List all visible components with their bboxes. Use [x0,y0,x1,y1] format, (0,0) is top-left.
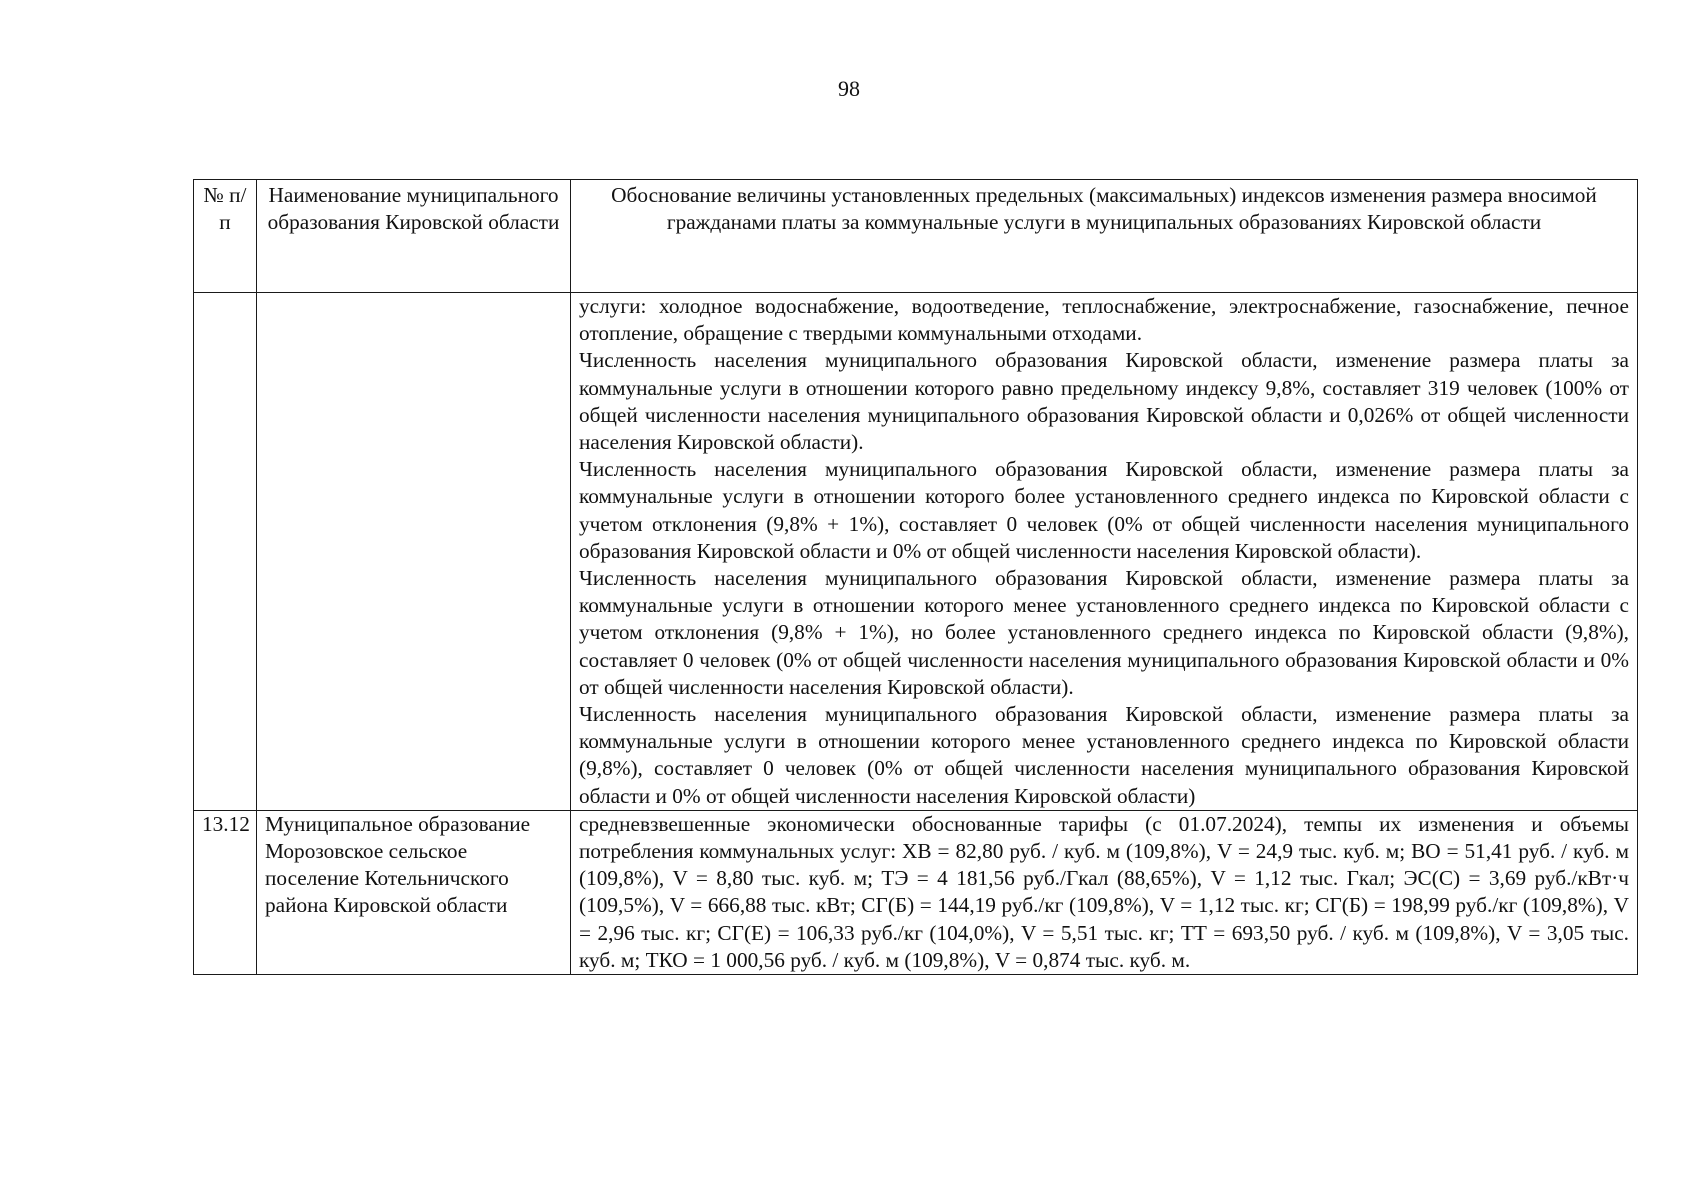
justification-paragraph: услуги: холодное водоснабжение, водоотведение, теплоснабжение, электроснабжение, газоснабжение, печное отопление, обращение с твердыми коммунальными отходами. [579,294,1629,346]
justification-paragraph: средневзвешенные экономически обоснованные тарифы (с 01.07.2024), темпы их изменения и объемы потребления коммунальных услуг: ХВ = 82,80 руб. / куб. м (109,8%), V = 24,9 тыс. куб. м; ВО = 51,41 руб. / куб. м (109,8%), V = 8,80 тыс. куб. м; ТЭ = 4 181,56 руб./Гкал (88,65%), V = 1,12 тыс. Гкал; ЭС(С) = 3,69 руб./кВт·ч (109,5%), V = 666,88 тыс. кВт; СГ(Б) = 144,19 руб./кг (109,8%), V = 1,12 тыс. кг; СГ(Б) = 198,99 руб./кг (109,8%), V = 2,96 тыс. кг; СГ(Е) = 106,33 руб./кг (104,0%), V = 5,51 тыс. кг; ТТ = 693,50 руб. / куб. м (109,8%), V = 3,05 тыс. куб. м; ТКО = 1 000,56 руб. / куб. м (109,8%), V = 0,874 тыс. куб. м. [579,811,1629,972]
header-municipality-column: Наименование муниципального образования Кировской области [257,180,571,293]
row-municipality [257,293,571,811]
row-number [194,293,257,811]
row-justification [571,810,1638,974]
row-municipality: Муниципальное образование Морозовское сельское поселение Котельничского района Кировской области [257,810,571,974]
table-header-row [194,180,1638,293]
justification-paragraph: Численность населения муниципального образования Кировской области, изменение размера платы за коммунальные услуги в отношении которого менее установленного среднего индекса по Кировской области (9,8%), составляет 0 человек (0% от общей численности населения муниципального образования Кировской области и 0% от общей численности населения Кировской области) [579,702,1629,808]
header-number-column: № п/п [194,180,257,293]
header-justification-column: Обоснование величины установленных предельных (максимальных) индексов изменения размера вносимой гражданами платы за коммунальные услуги в муниципальных образованиях Кировской области [571,180,1638,293]
table-row [194,293,1638,811]
justification-paragraph: Численность населения муниципального образования Кировской области, изменение размера платы за коммунальные услуги в отношении которого менее установленного среднего индекса по Кировской области с учетом отклонения (9,8% + 1%), но более установленного среднего индекса по Кировской области (9,8%), составляет 0 человек (0% от общей численности населения муниципального образования Кировской области и 0% от общей численности населения Кировской области). [579,566,1629,699]
justification-paragraph: Численность населения муниципального образования Кировской области, изменение размера платы за коммунальные услуги в отношении которого равно предельному индексу 9,8%, составляет 319 человек (100% от общей численности населения муниципального образования Кировской области и 0,026% от общей численности населения Кировской области). [579,348,1629,455]
row-number: 13.12 [194,810,257,974]
row-justification [571,293,1638,811]
justification-table [193,179,1638,975]
justification-paragraph: Численность населения муниципального образования Кировской области, изменение размера платы за коммунальные услуги в отношении которого более установленного среднего индекса по Кировской области с учетом отклонения (9,8% + 1%), составляет 0 человек (0% от общей численности населения муниципального образования Кировской области и 0% от общей численности населения Кировской области). [579,457,1629,563]
table-row [194,810,1638,974]
page-number: 98 [838,76,860,101]
